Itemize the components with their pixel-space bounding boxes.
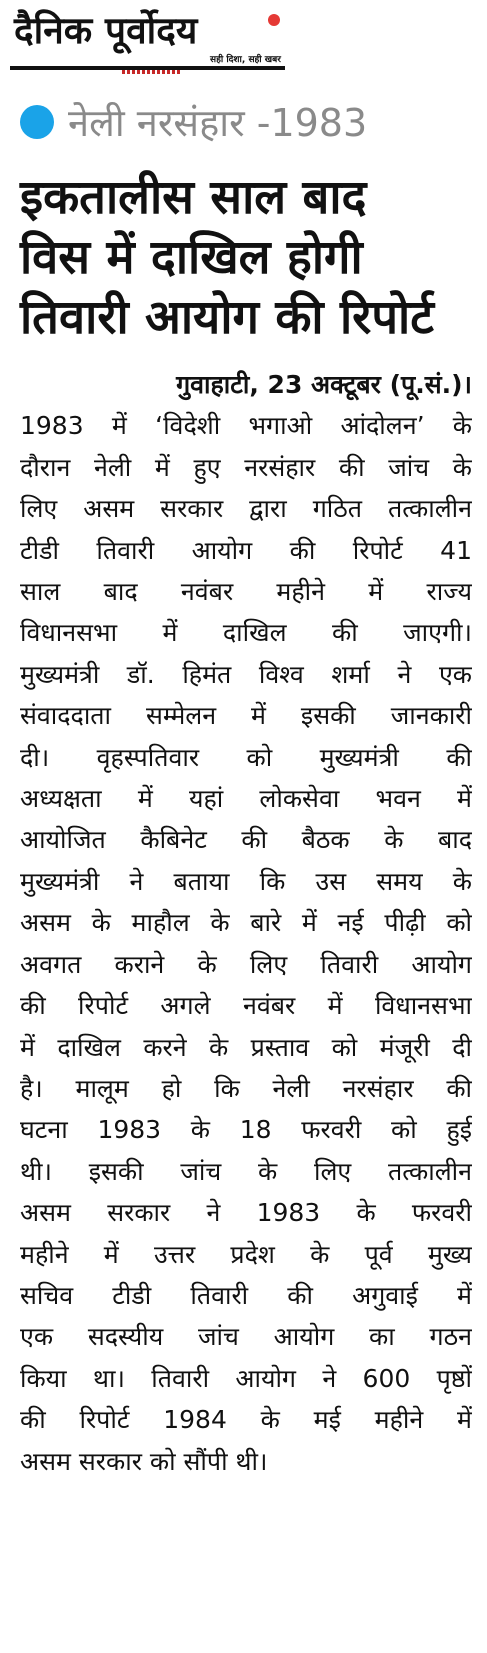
newspaper-logo [10, 2, 285, 76]
kicker [20, 92, 367, 152]
headline [20, 168, 470, 348]
body-line: घटना 1983 के 18 फरवरी को हुई [20, 1115, 472, 1145]
body-line: 1983 में ‘विदेशी भगाओ आंदोलन’ के [20, 411, 472, 441]
headline-line: विस में दाखिल होगी [20, 230, 363, 285]
article-body [20, 364, 472, 1482]
body-line: में दाखिल करने के प्रस्ताव को मंजूरी दी [20, 1032, 472, 1062]
kicker-text: नेली नरसंहार -1983 [68, 101, 368, 145]
body-line: अध्यक्षता में यहां लोकसेवा भवन में [20, 784, 472, 814]
body-line: विधानसभा में दाखिल की जाएगी। [20, 618, 472, 648]
body-line: सचिव टीडी तिवारी की अगुवाई में [20, 1280, 472, 1310]
body-line: है। मालूम हो कि नेली नरसंहार की [20, 1073, 472, 1103]
logo-dot-icon [268, 14, 280, 26]
headline-line: तिवारी आयोग की रिपोर्ट [20, 290, 434, 345]
newspaper-masthead [10, 2, 285, 76]
body-line: एक सदस्यीय जांच आयोग का गठन [20, 1322, 472, 1352]
bullet-dot-icon [20, 105, 54, 139]
body-line: साल बाद नवंबर महीने में राज्य [20, 577, 472, 607]
masthead-subline [122, 70, 182, 74]
body-line: असम के माहौल के बारे में नई पीढ़ी को [20, 908, 472, 938]
dateline: गुवाहाटी, 23 अक्टूबर (पू.सं.)। [176, 370, 472, 399]
body-line: दौरान नेली में हुए नरसंहार की जांच के [20, 452, 472, 482]
body-line: असम सरकार ने 1983 के फरवरी [20, 1198, 472, 1228]
headline-line: इकतालीस साल बाद [20, 170, 367, 225]
masthead-tagline: सही दिशा, सही खबर [210, 55, 281, 65]
body-line: लिए असम सरकार द्वारा गठित तत्कालीन [20, 494, 472, 524]
body-line: की रिपोर्ट 1984 के मई महीने में [20, 1405, 472, 1435]
body-line: महीने में उत्तर प्रदेश के पूर्व मुख्य [20, 1239, 472, 1269]
body-line: संवाददाता सम्मेलन में इसकी जानकारी [20, 701, 472, 731]
body-line: किया था। तिवारी आयोग ने 600 पृष्ठों [20, 1363, 472, 1393]
body-line: मुख्यमंत्री डॉ. हिमंत विश्व शर्मा ने एक [20, 659, 472, 689]
body-line: अवगत कराने के लिए तिवारी आयोग [20, 949, 472, 979]
body-line: की रिपोर्ट अगले नवंबर में विधानसभा [20, 991, 472, 1021]
body-line: दी। वृहस्पतिवार को मुख्यमंत्री की [20, 742, 472, 772]
body-line: थी। इसकी जांच के लिए तत्कालीन [20, 1156, 472, 1186]
body-line: आयोजित कैबिनेट की बैठक के बाद [20, 825, 472, 855]
body-line: असम सरकार को सौंपी थी। [20, 1446, 268, 1476]
body-line: मुख्यमंत्री ने बताया कि उस समय के [20, 866, 472, 896]
masthead-title: दैनिक पूर्वोदय [14, 9, 198, 52]
body-line: टीडी तिवारी आयोग की रिपोर्ट 41 [20, 535, 472, 565]
